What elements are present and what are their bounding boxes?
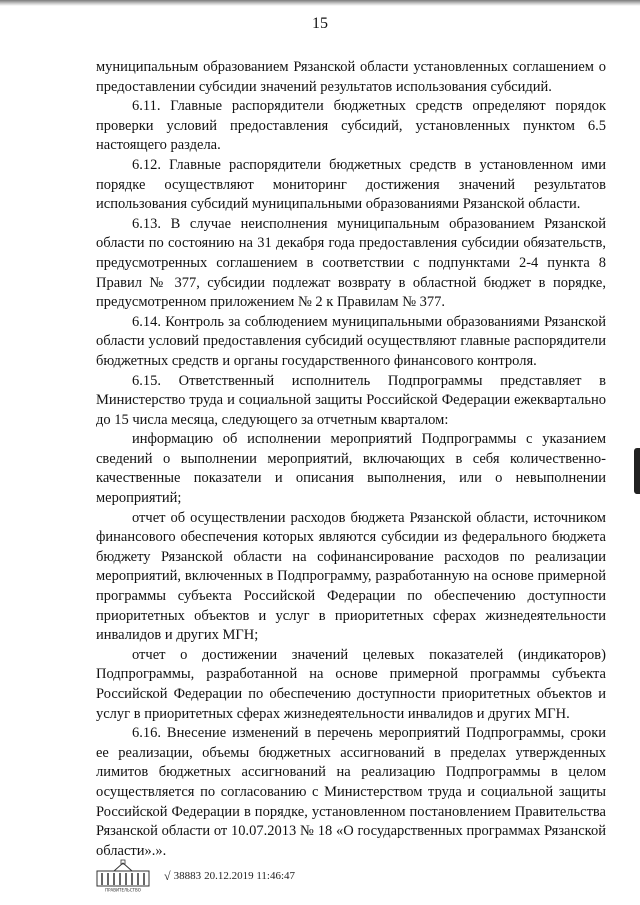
government-building-icon	[96, 859, 150, 893]
document-stamp	[164, 869, 295, 884]
paragraph-6-16: 6.16. Внесение изменений в перечень мероприятий Подпрограммы, сроки ее реализации, объемы бюджетных ассигнований в пределах утвержденных лимитов бюджетных ассигнований на реализацию Подпрограммы в целом осуществляется по согласованию с Министерством труда и социальной защиты Российской Федерации в порядке, установленном постановлением Правительства Рязанской области от 10.07.2013 № 18 «О государственных программах Рязанской области».».	[96, 725, 606, 859]
list-item-info: информацию об исполнении мероприятий Подпрограммы с указанием сведений о выполнении мероприятий, включающих в себя количественно-качественные показатели и описания выполнения, или о невыполнении мероприятий;	[96, 431, 606, 507]
document-number: 38883	[173, 870, 202, 882]
list-item-indicators-report: отчет о достижении значений целевых показателей (индикаторов) Подпрограммы, разработанной на основе примерной программы субъекта Российской Федерации по обеспечению доступности приоритетных объектов и услуг в приоритетных сферах жизнедеятельности инвалидов и других МГН.	[96, 646, 606, 722]
document-body	[96, 58, 606, 861]
paragraph-continuation: муниципальным образованием Рязанской области установленных соглашением о предоставлении субсидии значений результатов использования субсидий.	[96, 59, 606, 95]
paragraph-6-15: 6.15. Ответственный исполнитель Подпрограммы представляет в Министерство труда и социальной защиты Российской Федерации ежеквартально до 15 числа месяца, следующего за отчетным кварталом:	[96, 372, 606, 428]
paragraph-6-11: 6.11. Главные распорядители бюджетных средств определяют порядок проверки условий предоставления субсидий, установленных пунктом 6.5 настоящего раздела.	[96, 98, 606, 154]
scan-top-edge	[0, 0, 640, 6]
paragraph-6-14: 6.14. Контроль за соблюдением муниципальными образованиями Рязанской области условий предоставления субсидий осуществляют главные распорядители бюджетных средств и органы государственного финансового контроля.	[96, 313, 606, 369]
check-mark-icon: √	[164, 868, 171, 883]
list-item-expense-report: отчет об осуществлении расходов бюджета Рязанской области, источником финансового обеспечения которых являются субсидии из федерального бюджета бюджету Рязанской области на софинансирование расходов по реализации мероприятий, включенных в Подпрограмму, разработанную на основе примерной программы субъекта Российской Федерации по обеспечению доступности приоритетных объектов и услуг в приоритетных сферах жизнедеятельности инвалидов и других МГН;	[96, 509, 606, 644]
stamp-caption: ПРАВИТЕЛЬСТВО	[105, 887, 141, 893]
scan-binding-mark	[634, 448, 640, 494]
document-datetime: 20.12.2019 11:46:47	[204, 870, 296, 882]
paragraph-6-13: 6.13. В случае неисполнения муниципальным образованием Рязанской области по состоянию на 31 декабря года предоставления субсидии обязательств, предусмотренных соглашением в соответствии с подпунктами 2-4 пункта 8 Правил № 377, субсидии подлежат возврату в областной бюджет в порядке, предусмотренном приложением № 2 к Правилам № 377.	[96, 215, 606, 311]
footer	[96, 859, 295, 893]
page-number: 15	[312, 15, 328, 32]
paragraph-6-12: 6.12. Главные распорядители бюджетных средств в установленном ими порядке осуществляют мониторинг достижения значений результатов использования субсидий муниципальными образованиями Рязанской области.	[96, 156, 606, 213]
